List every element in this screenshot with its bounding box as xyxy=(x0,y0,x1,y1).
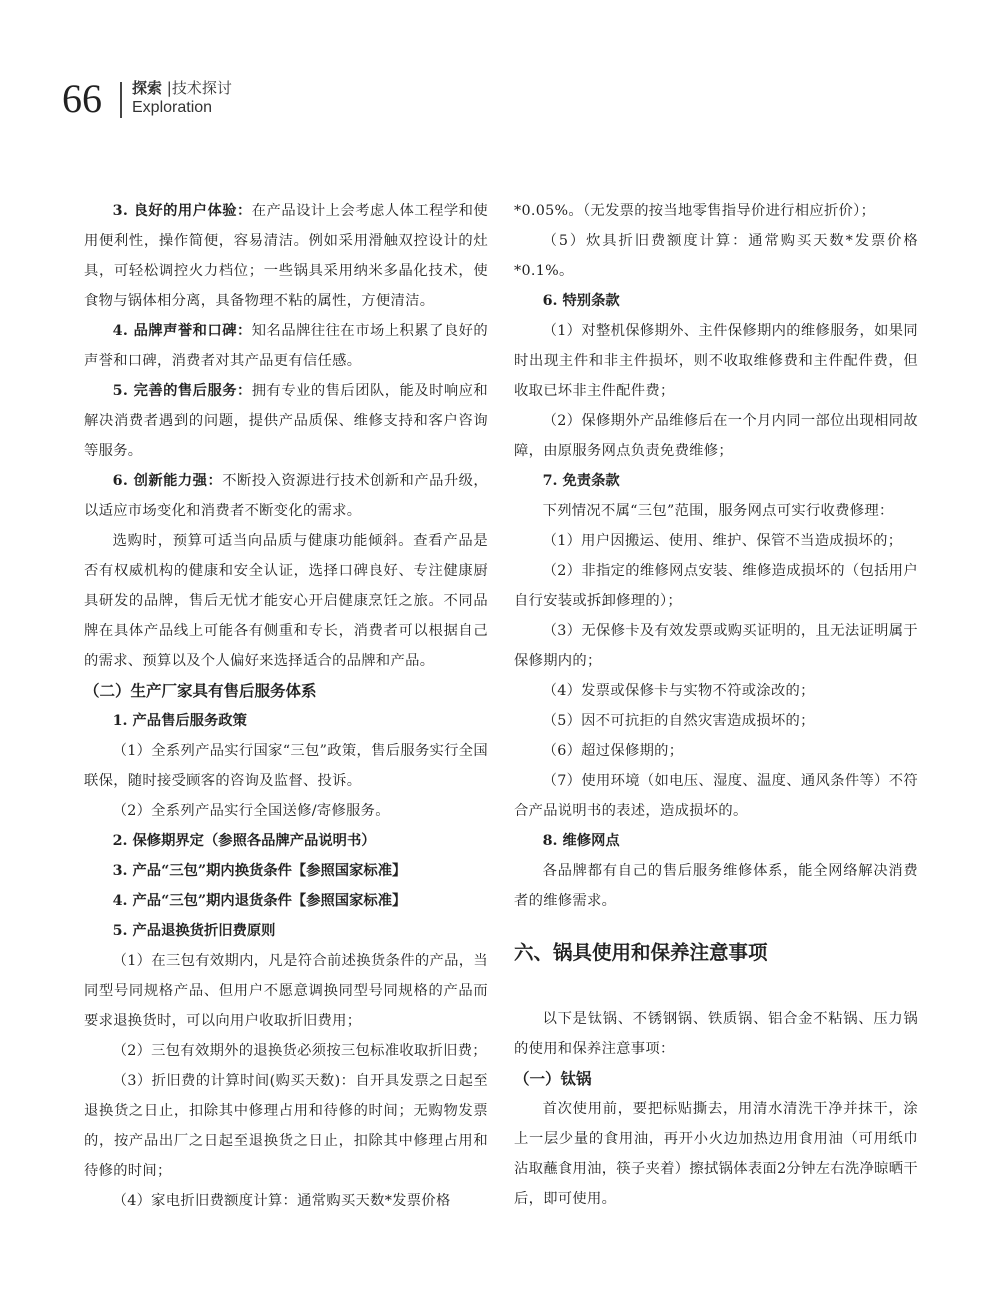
text-brand-reputation: 知名品牌往往在市场上积累了良好的声誉和口碑，消费者对其产品更有信任感。 xyxy=(84,323,488,369)
paragraph-depreciation-1: （1）在三包有效期内，凡是符合前述换货条件的产品，当同型号同规格产品、但用户不愿意调换同型号同规格的产品而要求退换货时，可以向用户收取折旧费用； xyxy=(84,953,488,1029)
paragraph-brand-reputation xyxy=(84,316,488,376)
page-number: 66 xyxy=(62,76,102,121)
heading-service-policy: 1. 产品售后服务政策 xyxy=(112,713,247,729)
paragraph-policy-1: （1）全系列产品实行国家“三包”政策，售后服务实行全国联保，随时接受顾客的咨询及监督、投诉。 xyxy=(84,743,488,789)
text-user-experience: 在产品设计上会考虑人体工程学和使用便利性，操作简便，容易清洁。例如采用滑触双控设计的灶具，可轻松调控火力档位；一些锅具采用纳米多晶化技术，使食物与锅体相分离，具备物理不粘的属性，方便清洁。 xyxy=(84,203,488,309)
heading-warranty-period: 2. 保修期界定（参照各品牌产品说明书） xyxy=(112,833,376,849)
paragraph-exemption-7: （7）使用环境（如电压、湿度、温度、通风条件等）不符合产品说明书的表述，造成损坏的。 xyxy=(514,773,918,819)
heading-return-conditions: 4. 产品“三包”期内退货条件【参照国家标准】 xyxy=(112,893,407,909)
section-title: 探索 xyxy=(132,79,163,97)
paragraph-innovation xyxy=(84,466,488,526)
heading-special-terms: 6. 特别条款 xyxy=(542,293,620,309)
paragraph-user-experience xyxy=(84,196,488,316)
paragraph-depreciation-2: （2）三包有效期外的退换货必须按三包标准收取折旧费； xyxy=(112,1043,487,1059)
paragraph-policy-2: （2）全系列产品实行全国送修/寄修服务。 xyxy=(112,803,390,819)
paragraph-special-1: （1）对整机保修期外、主件保修期内的维修服务，如果同时出现主件和非主件损坏，则不收取维修费和主件配件费，但收取已坏非主件配件费； xyxy=(514,323,918,399)
section-subtitle: 技术探讨 xyxy=(171,79,232,97)
lead-brand-reputation: 4. 品牌声誉和口碑： xyxy=(112,323,252,339)
paragraph-depreciation-3: （3）折旧费的计算时间(购买天数)：自开具发票之日起至退换货之日止，扣除其中修理占用和待修的时间；无购物发票的，按产品出厂之日起至退换货之日止，扣除其中修理占用和待修的时间； xyxy=(84,1073,488,1179)
heading-repair-outlets: 8. 维修网点 xyxy=(542,833,620,849)
paragraph-buying-advice: 选购时，预算可适当向品质与健康功能倾斜。查看产品是否有权威机构的健康和安全认证，选择口碑良好、专注健康厨具研发的品牌，售后无忧才能安心开启健康烹饪之旅。不同品牌在具体产品线上可能各有侧重和专长，消费者可以根据自己的需求、预算以及个人偏好来选择适合的品牌和产品。 xyxy=(84,533,488,669)
text-after-sales: 拥有专业的售后团队，能及时响应和解决消费者遇到的问题，提供产品质保、维修支持和客户咨询等服务。 xyxy=(84,383,488,459)
section-english: Exploration xyxy=(132,99,213,116)
heading-depreciation: 5. 产品退换货折旧费原则 xyxy=(112,923,276,939)
section-separator: | xyxy=(162,79,172,97)
paragraph-depreciation-4-cont: *0.05%。（无发票的按当地零售指导价进行相应折价）； xyxy=(514,203,876,219)
left-column xyxy=(84,196,488,1216)
heading-exchange-conditions: 3. 产品“三包”期内换货条件【参照国家标准】 xyxy=(112,863,407,879)
section-label xyxy=(132,78,352,118)
lead-after-sales: 5. 完善的售后服务： xyxy=(112,383,252,399)
paragraph-titanium-pot: 首次使用前，要把标贴撕去，用清水清洗干净并抹干，涂上一层少量的食用油，再开小火边加热边用食用油（可用纸巾沾取蘸食用油，筷子夹着）擦拭锅体表面2分钟左右洗净晾晒干后，即可使用。 xyxy=(514,1101,918,1207)
paragraph-depreciation-5: （5）炊具折旧费额度计算：通常购买天数*发票价格*0.1%。 xyxy=(514,233,918,279)
paragraph-exemption-2: （2）非指定的维修网点安装、维修造成损坏的（包括用户自行安装或拆卸修理的）； xyxy=(514,563,918,609)
paragraph-special-2: （2）保修期外产品维修后在一个月内同一部位出现相同故障，由原服务网点负责免费维修； xyxy=(514,413,918,459)
heading-exemption: 7. 免责条款 xyxy=(542,473,620,489)
paragraph-exemption-intro: 下列情况不属“三包”范围，服务网点可实行收费修理： xyxy=(542,503,894,519)
paragraph-exemption-5: （5）因不可抗拒的自然灾害造成损坏的； xyxy=(542,713,815,729)
right-column xyxy=(514,196,918,1214)
paragraph-after-sales xyxy=(84,376,488,466)
header-divider xyxy=(120,82,122,118)
paragraph-usage-intro: 以下是钛锅、不锈钢锅、铁质锅、铝合金不粘锅、压力锅的使用和保养注意事项： xyxy=(514,1011,918,1057)
paragraph-depreciation-4: （4）家电折旧费额度计算：通常购买天数*发票价格 xyxy=(112,1193,451,1209)
paragraph-exemption-4: （4）发票或保修卡与实物不符或涂改的； xyxy=(542,683,815,699)
paragraph-repair-outlets: 各品牌都有自己的售后服务维修体系，能全网络解决消费者的维修需求。 xyxy=(514,863,918,909)
heading-after-sales-system: （二）生产厂家具有售后服务体系 xyxy=(84,682,317,700)
paragraph-exemption-1: （1）用户因搬运、使用、维护、保管不当造成损坏的； xyxy=(542,533,903,549)
paragraph-exemption-3: （3）无保修卡及有效发票或购买证明的，且无法证明属于保修期内的； xyxy=(514,623,918,669)
paragraph-exemption-6: （6）超过保修期的； xyxy=(542,743,684,759)
heading-titanium-pot: （一）钛锅 xyxy=(514,1070,592,1088)
heading-cookware-usage: 六、锅具使用和保养注意事项 xyxy=(514,941,768,964)
lead-innovation: 6. 创新能力强： xyxy=(112,473,223,489)
lead-user-experience: 3. 良好的用户体验： xyxy=(112,203,252,219)
text-innovation: 不断投入资源进行技术创新和产品升级，以适应市场变化和消费者不断变化的需求。 xyxy=(84,473,488,519)
